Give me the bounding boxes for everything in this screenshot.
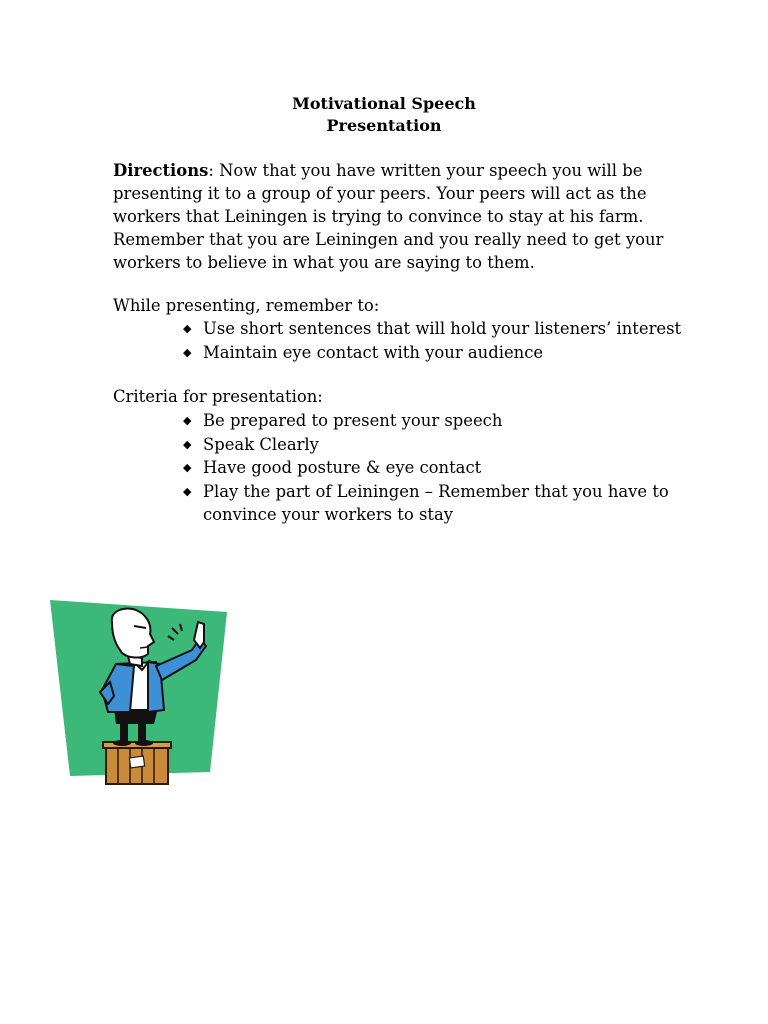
diamond-bullet-icon: ◆: [183, 461, 192, 474]
list-item: [183, 480, 669, 527]
list-item-text-continued: convince your workers to stay: [203, 505, 453, 524]
title-line-1: Motivational Speech: [292, 94, 476, 113]
criteria-list: [183, 409, 669, 527]
diamond-bullet-icon: ◆: [183, 437, 192, 451]
directions-paragraph: [113, 159, 673, 274]
diamond-bullet-icon: ◆: [183, 484, 192, 498]
directions-line: workers to believe in what you are saying to them.: [113, 253, 535, 272]
criteria-heading: Criteria for presentation:: [113, 387, 323, 406]
list-item: [183, 317, 681, 341]
title-line-2: Presentation: [326, 116, 442, 135]
list-item-text: Play the part of Leiningen – Remember that you have to: [203, 481, 669, 501]
document-title: [0, 93, 768, 137]
presenting-heading: While presenting, remember to:: [113, 296, 380, 315]
directions-line: [113, 159, 673, 182]
list-item: [183, 433, 669, 457]
list-item-text: Be prepared to present your speech: [203, 411, 503, 430]
directions-line: Remember that you are Leiningen and you really need to get your: [113, 230, 664, 249]
directions-line: presenting it to a group of your peers. Your peers will act as the: [113, 184, 647, 203]
speaker-on-crate-illustration: [50, 600, 230, 790]
list-item-text: Have good posture & eye contact: [203, 458, 482, 477]
diamond-bullet-icon: ◆: [183, 345, 192, 359]
presenting-list: [183, 317, 681, 364]
directions-line: workers that Leiningen is trying to convince to stay at his farm.: [113, 207, 644, 226]
diamond-bullet-icon: ◆: [183, 322, 192, 335]
directions-first-line: : Now that you have written your speech you will be: [208, 161, 643, 180]
list-item: [183, 341, 681, 365]
diamond-bullet-icon: ◆: [183, 414, 192, 427]
crate-icon: [103, 742, 171, 784]
list-item: [183, 456, 669, 480]
list-item-text: Maintain eye contact with your audience: [203, 342, 544, 362]
list-item: [183, 409, 669, 433]
directions-label: Directions: [113, 161, 209, 180]
list-item-text: Speak Clearly: [203, 434, 319, 454]
list-item-text: Use short sentences that will hold your listeners’ interest: [203, 319, 682, 338]
